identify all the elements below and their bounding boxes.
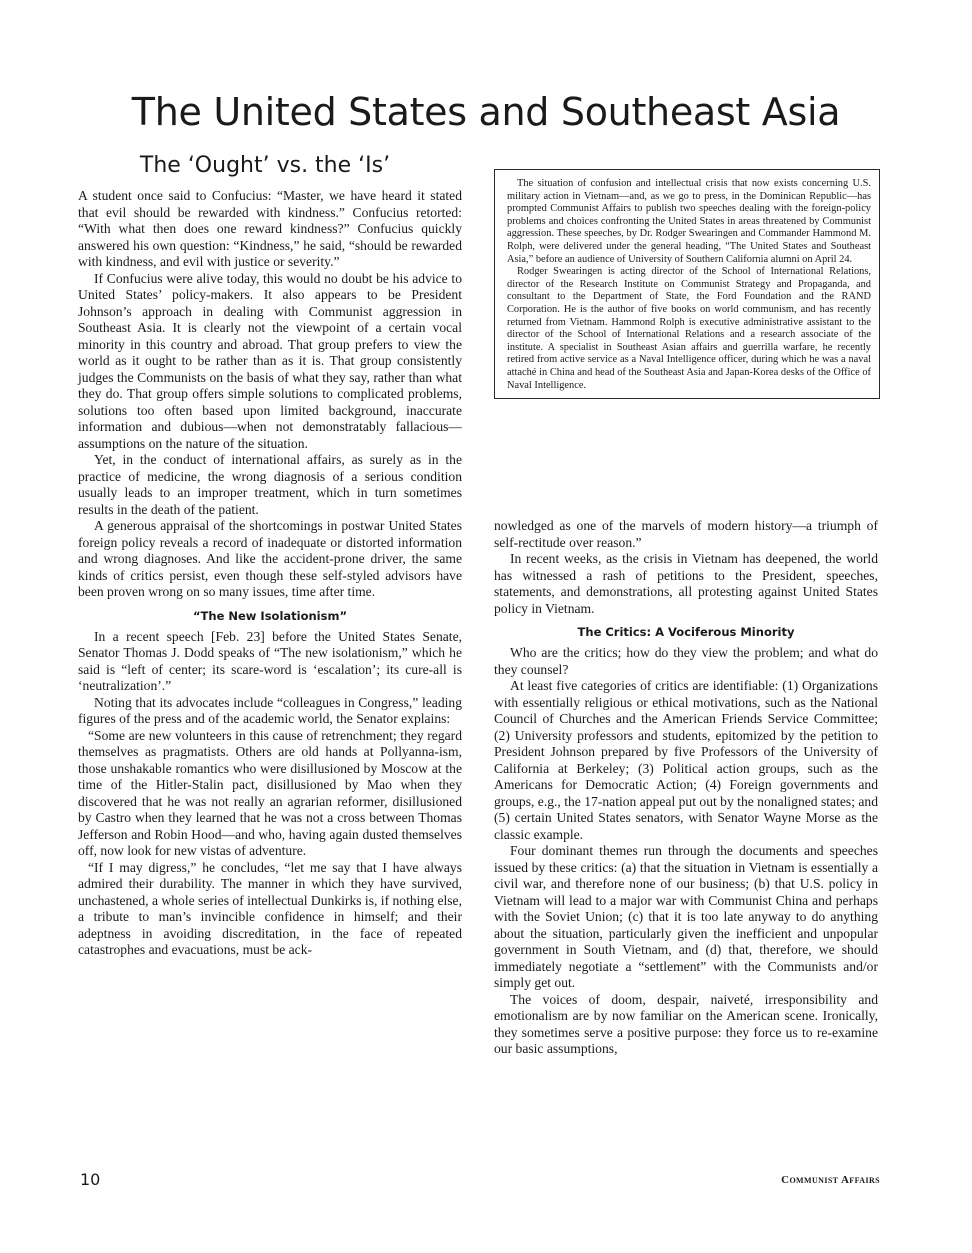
article-subtitle: The ‘Ought’ vs. the ‘Is’ xyxy=(139,153,391,178)
section-heading: “The New Isolationism” xyxy=(192,608,348,623)
journal-name: Communist Affairs xyxy=(781,1174,880,1186)
paragraph: Four dominant themes run through the documents and speeches issued by these critics: (a) that the situation in Vietnam is essentially a civil war, and therefore none of our business; (b) that U.S. policy in Vietnam will lead to a major war with Communist China and perhaps with the Soviet Union; (c) that it is too late anyway to do anything about the situation, particularly given the inefficient and unpopular government in South Vietnam, and (d) that, therefore, we should immediately negotiate a “settlement” with the Communists and/or simply get out. xyxy=(494,843,878,990)
right-column xyxy=(494,518,878,1058)
quote-paragraph: “If I may digress,” he concludes, “let me say that I have always admired their durability. The manner in which they have survived, unchastened, a whole series of intellectual Dunkirks is, if nothing else, a tribute to man’s invincible confidence in himself; and their adeptness in avoiding discreditation, in the face of repeated catastrophes and evacuations, must be ack- xyxy=(78,859,462,957)
editor-note-box xyxy=(494,169,880,399)
section-heading: The Critics: A Vociferous Minority xyxy=(577,625,795,639)
paragraph: The voices of doom, despair, naiveté, irresponsibility and emotionalism are by now familiar on the American scene. Ironically, they sometimes serve a positive purpose: they force us to re-examine our basic assumptions, xyxy=(494,991,878,1056)
paragraph: Yet, in the conduct of international affairs, as surely as in the practice of medicine, the wrong diagnosis of a serious condition usually leads to an improper treatment, which in turn sometimes results in the death of the patient. xyxy=(78,452,462,517)
paragraph: nowledged as one of the marvels of modern history—a triumph of self-rectitude over reason.” xyxy=(494,518,878,550)
page-number: 10 xyxy=(80,1170,101,1189)
paragraph: A student once said to Confucius: “Master, we have heard it stated that evil should be rewarded with kindness.” Confucius retorted: “With what then does one reward kindness?” Confucius quickly answered his own question: “Kindness,” he said, “should be rewarded with kindness, and evil with justice or severity.” xyxy=(78,188,462,269)
article-title: The United States and Southeast Asia xyxy=(131,90,841,134)
paragraph: Who are the critics; how do they view the problem; and what do they counsel? xyxy=(494,645,878,677)
paragraph: If Confucius were alive today, this would no doubt be his advice to United States’ policy-makers. It also appears to be President Johnson’s approach in dealing with Communist aggression in Southeast Asia. It is clearly not the viewpoint of a certain vocal minority in this country and abroad. That group prefers to view the world as it ought to be rather than as it is. That group consistently judges the Communists on the basis of what they say, rather than what they do. That group offers simple solutions to complicated problems, solutions too often based upon limited background, inaccurate information and dubious—when not demonstratably fallacious—assumptions on the nature of the situation. xyxy=(78,270,462,451)
paragraph: A generous appraisal of the shortcomings in postwar United States foreign policy reveals a record of inadequate or distorted information and wrong diagnoses. And like the accident-prone driver, the same kinds of critics persist, even though these self-styled advisors have been proven wrong on so many issues, time after time. xyxy=(78,518,462,599)
left-column xyxy=(78,188,462,959)
paragraph: In a recent speech [Feb. 23] before the United States Senate, Senator Thomas J. Dodd speaks of “The new isolationism,” which he said is “left of center; its scare-word is ‘escalation’; its cure-all is ‘neutralization’.” xyxy=(78,628,462,693)
paragraph: At least five categories of critics are identifiable: (1) Organizations with essentially religious or ethical motivations, such as the National Council of Churches and the American Friends Service Committee; (2) University professors and students, epitomized by the petition to President Johnson prepared by five Professors of the University of California at Berkeley; (3) Political action groups, such as the Americans for Democratic Action; (4) Foreign governments and groups, e.g., the 17-nation appeal put out by the nonaligned states; and (5) certain United States senators, with Senator Wayne Morse as the classic example. xyxy=(494,678,878,842)
editor-note-paragraph: The situation of confusion and intellectual crisis that now exists concerning U.S. military action in Vietnam—and, as we go to press, in the Dominican Republic—has prompted Communist Affairs to publish two speeches dealing with the foreign-policy problems and choices confronting the United States in areas threatened by Communist aggression. These speeches, by Dr. Rodger Swearingen and Commander Hammond M. Rolph, were delivered under the general heading, “The United States and Southeast Asia,” before an audience of University of Southern California alumni on April 24. xyxy=(507,178,871,265)
paragraph: Noting that its advocates include “colleagues in Congress,” leading figures of the press and of the academic world, the Senator explains: xyxy=(78,694,462,726)
author-bio-paragraph: Rodger Swearingen is acting director of the School of International Relations, director of the Research Institute on Communist Strategy and Propaganda, and consultant to the Department of State, the Ford Foundation and the RAND Corporation. He is the author of five books on world communism, and has recently returned from Vietnam. Hammond Rolph is executive administrative assistant to the director of the School of International Relations and a research associate of the institute. A specialist in Southeast Asian affairs and guerrilla warfare, he recently retired from active service as a Naval Intelligence officer, during which he was a naval attaché in China and head of the Southeast Asia and Japan-Korea desks of the Office of Naval Intelligence. xyxy=(507,266,871,391)
paragraph: In recent weeks, as the crisis in Vietnam has deepened, the world has witnessed a rash of petitions to the President, speeches, statements, and demonstrations, all protesting against United States policy in Vietnam. xyxy=(494,551,878,616)
quote-paragraph: “Some are new volunteers in this cause of retrenchment; they regard themselves as pragmatists. Others are old hands at Pollyanna-ism, those unshakable romantics who were disillusioned by Moscow at the time of the Hitler-Stalin pact, disillusioned by Mao when they discovered that he was not really an agrarian reformer, disillusioned by Castro when they learned that he was not a cross between Thomas Jefferson and Robin Hood—and who, having again dusted themselves off, now look for new vistas of adventure. xyxy=(78,727,462,858)
